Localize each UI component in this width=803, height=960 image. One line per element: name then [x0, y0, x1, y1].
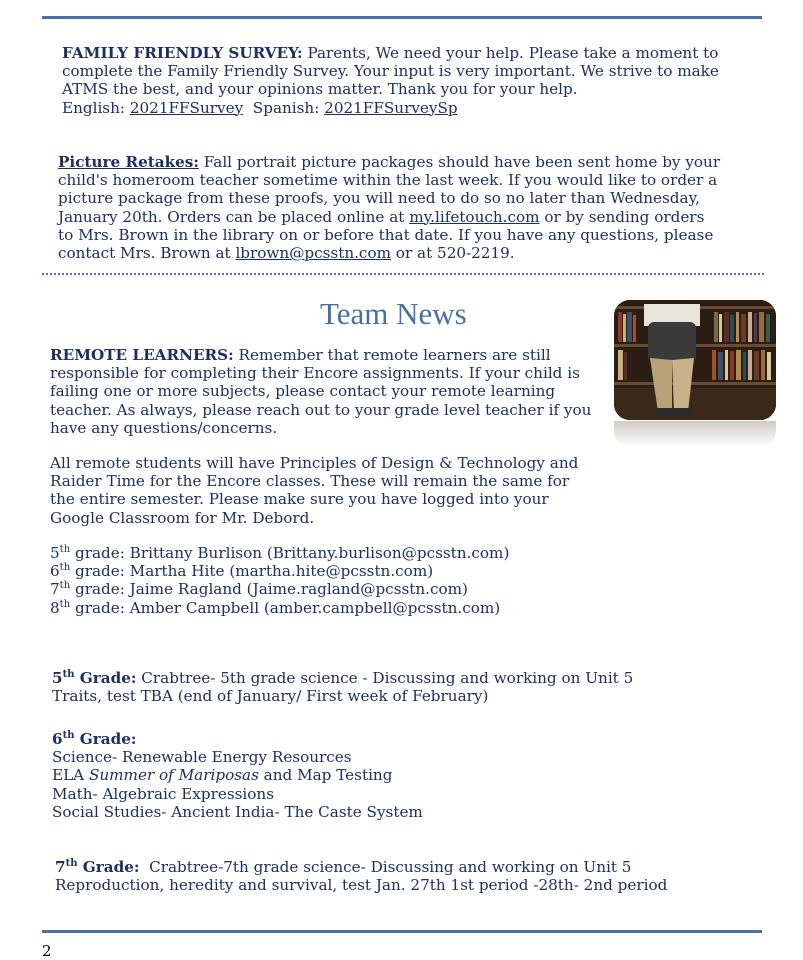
encore-paragraph — [50, 454, 578, 527]
contact-row — [50, 562, 509, 580]
grade-number: 8 — [50, 598, 60, 617]
grade6-social: Social Studies- Ancient India- The Caste System — [52, 802, 423, 821]
survey-line: complete the Family Friendly Survey. Your input is very important. We strive to make — [62, 62, 719, 81]
retakes-line: picture package from these proofs, you will need to do so no later than Wednesday, — [58, 189, 700, 208]
retakes-line: January 20th. Orders can be placed online at — [58, 207, 410, 226]
encore-line: the entire semester. Please make sure you have logged into your — [50, 490, 549, 509]
page-number: 2 — [42, 942, 52, 960]
grade6-heading: 6th Grade: — [52, 729, 137, 748]
grade-number: 7 — [50, 580, 60, 599]
family-survey-section — [62, 44, 719, 117]
grade-suffix: th — [59, 562, 71, 574]
survey-line: ATMS the best, and your opinions matter. Thank you for your help. — [62, 80, 578, 99]
encore-line: Google Classroom for Mr. Debord. — [50, 508, 315, 527]
remote-line: Remember that remote learners are still — [233, 346, 551, 364]
english-survey-link[interactable]: 2021FFSurvey — [129, 98, 244, 117]
picture-retakes-section — [58, 153, 720, 262]
photo-reflection — [614, 421, 776, 447]
grade5-line: Crabtree- 5th grade science - Discussing and working on Unit 5 — [136, 669, 634, 687]
remote-teacher-contacts — [50, 544, 509, 617]
english-label: English: — [62, 98, 130, 117]
lifetouch-link[interactable]: my.lifetouch.com — [409, 207, 540, 226]
remote-line: responsible for completing their Encore assignments. If your child is — [50, 364, 580, 383]
top-rule — [42, 16, 762, 19]
retakes-line: to Mrs. Brown in the library on or before that date. If you have any questions, please — [58, 225, 714, 244]
grade-suffix: th — [59, 598, 71, 610]
grade6-section — [52, 730, 423, 821]
remote-line: failing one or more subjects, please contact your remote learning — [50, 382, 556, 401]
team-news-title: Team News — [320, 296, 467, 331]
grade6-science: Science- Renewable Energy Resources — [52, 748, 352, 767]
remote-heading: REMOTE LEARNERS: — [50, 346, 234, 364]
retakes-line: contact Mrs. Brown at — [58, 244, 236, 263]
grade6-math: Math- Algebraic Expressions — [52, 784, 274, 803]
retakes-line: Fall portrait picture packages should have been sent home by your — [198, 153, 721, 171]
contact-text: grade: Martha Hite (martha.hite@pcsstn.com) — [70, 562, 434, 581]
grade-number: 6 — [50, 562, 60, 581]
spanish-label: Spanish: — [243, 98, 325, 117]
grade7-section — [55, 858, 667, 894]
contact-text: grade: Brittany Burlison (Brittany.burlison@pcsstn.com) — [70, 544, 510, 562]
grade-suffix: th — [59, 580, 71, 592]
survey-line: Parents, We need your help. Please take a moment to — [302, 44, 719, 62]
grade7-heading: 7th Grade: — [55, 857, 140, 876]
dotted-divider — [42, 273, 764, 275]
retakes-line: or at 520-2219. — [390, 244, 515, 263]
survey-heading: FAMILY FRIENDLY SURVEY: — [62, 44, 303, 62]
remote-line: have any questions/concerns. — [50, 418, 278, 437]
contact-row — [50, 580, 509, 598]
contact-row — [50, 544, 509, 562]
brown-email-link[interactable]: lbrown@pcsstn.com — [235, 244, 391, 263]
grade5-line: Traits, test TBA (end of January/ First week of February) — [52, 687, 489, 706]
grade6-ela: ELA Summer of Mariposas and Map Testing — [52, 766, 393, 785]
grade5-section — [52, 669, 633, 705]
spanish-survey-link[interactable]: 2021FFSurveySp — [324, 98, 458, 117]
remote-learners-section — [50, 346, 591, 437]
encore-line: Raider Time for the Encore classes. These will remain the same for — [50, 472, 570, 491]
retakes-line: or by sending orders — [539, 207, 705, 226]
grade5-heading: 5th Grade: — [52, 668, 137, 687]
retakes-heading: Picture Retakes: — [58, 153, 199, 171]
retakes-line: child's homeroom teacher sometime within the last week. If you would like to order a — [58, 171, 718, 190]
grade7-line: Crabtree-7th grade science- Discussing and working on Unit 5 — [139, 858, 632, 876]
contact-text: grade: Amber Campbell (amber.campbell@pcsstn.com) — [70, 598, 501, 617]
grade-number: 5 — [50, 544, 60, 562]
library-reading-photo — [614, 300, 776, 420]
encore-line: All remote students will have Principles of Design & Technology and — [50, 454, 579, 472]
grade-suffix: th — [59, 543, 71, 555]
grade7-line: Reproduction, heredity and survival, test Jan. 27th 1st period -28th- 2nd period — [55, 876, 668, 895]
contact-text: grade: Jaime Ragland (Jaime.ragland@pcsstn.com) — [70, 580, 468, 599]
bottom-rule — [42, 930, 762, 933]
remote-line: teacher. As always, please reach out to your grade level teacher if you — [50, 400, 592, 419]
contact-row — [50, 599, 509, 617]
